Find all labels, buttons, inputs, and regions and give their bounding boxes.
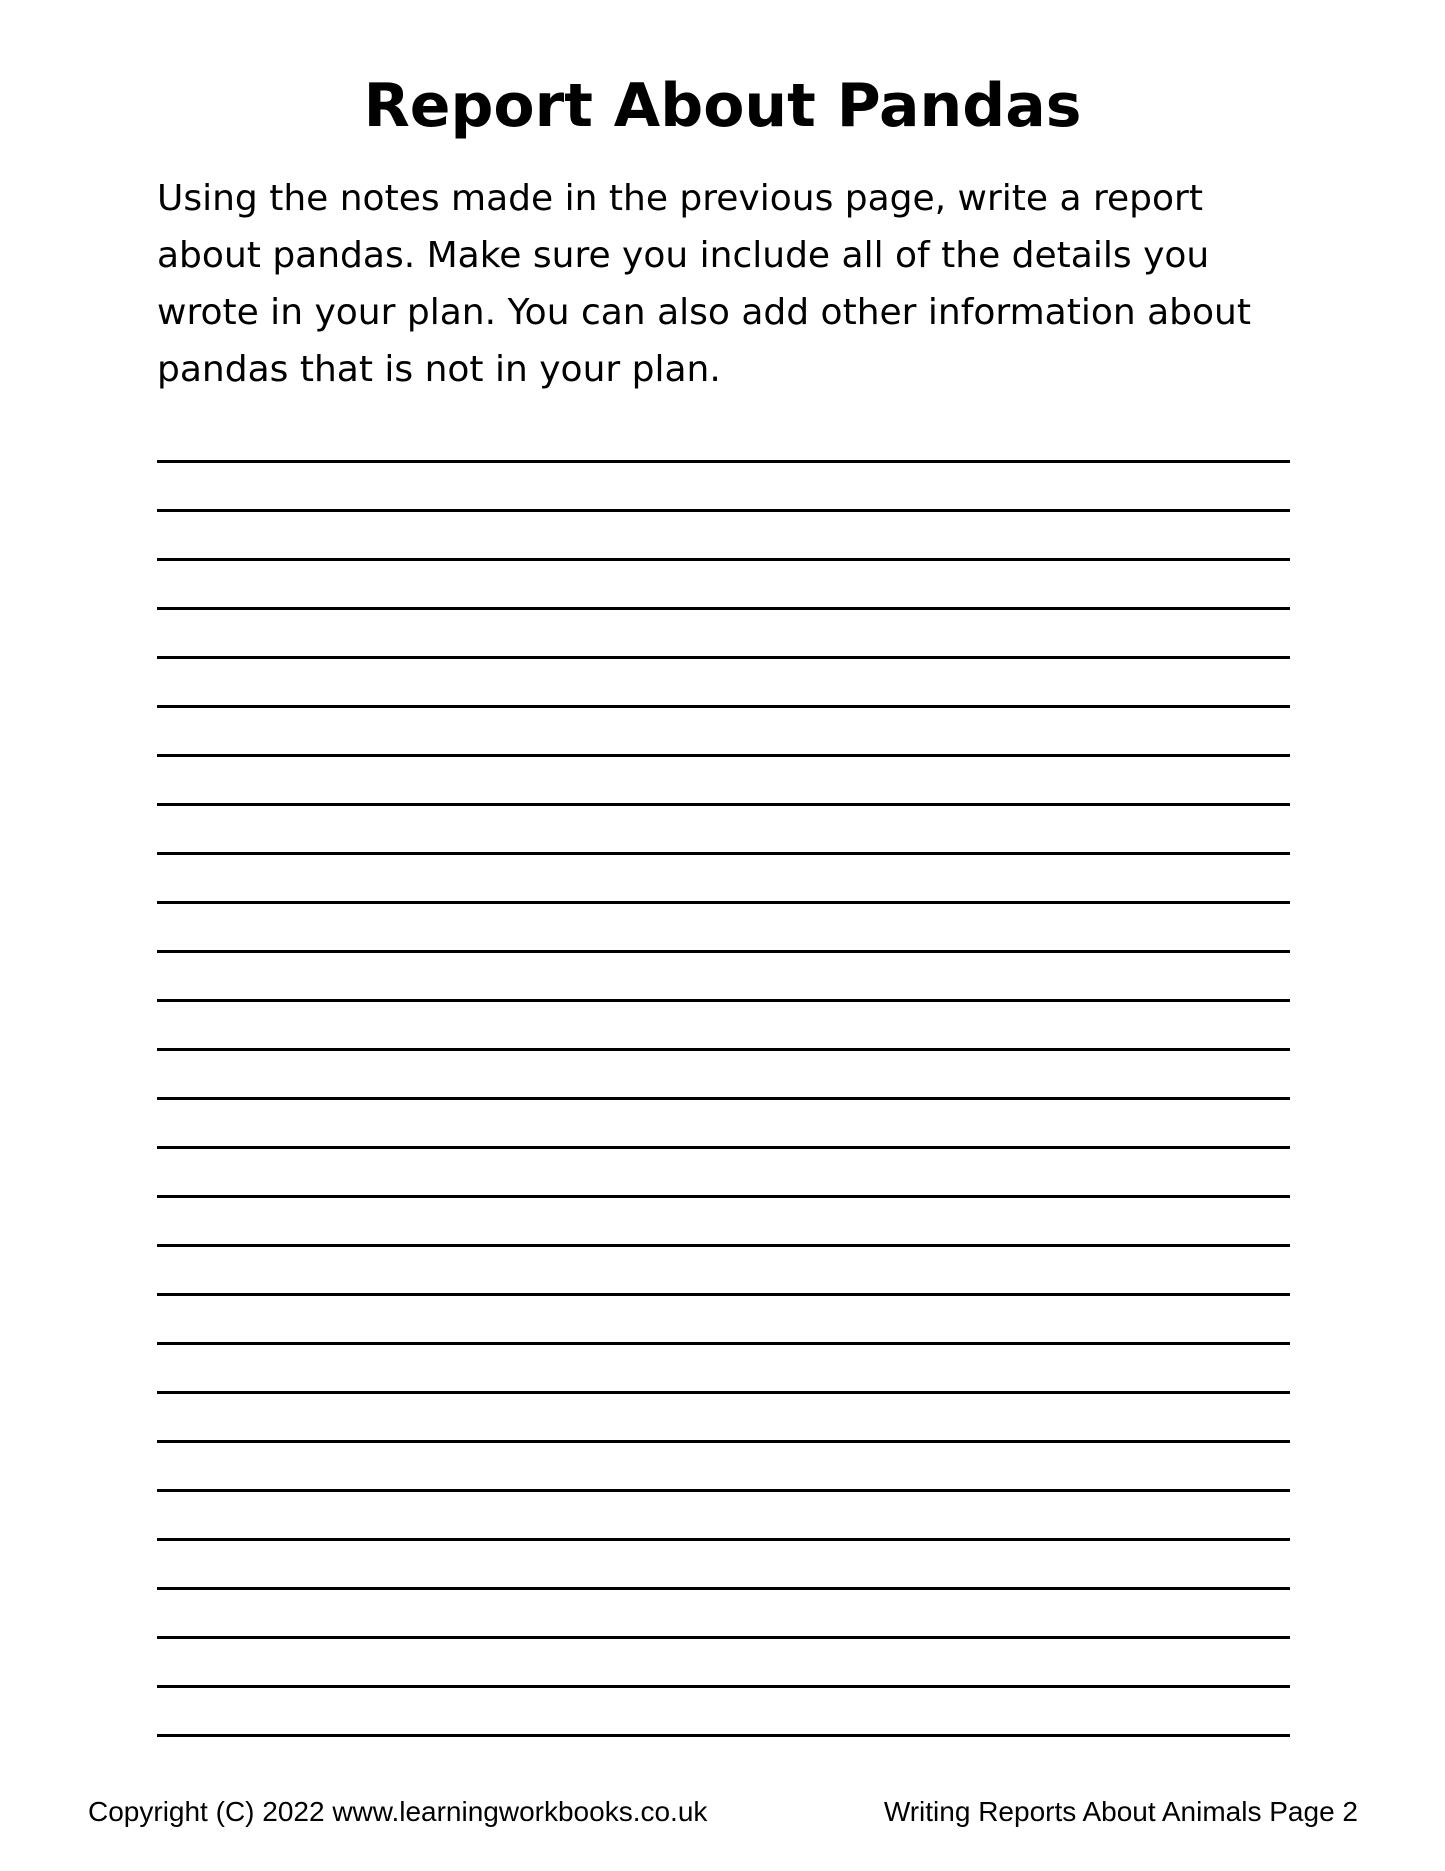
page-title: Report About Pandas (363, 71, 1082, 141)
writing-line[interactable] (157, 1734, 1290, 1737)
writing-line[interactable] (157, 1244, 1290, 1247)
footer-copyright: Copyright (C) 2022 www.learningworkbooks.co.uk (88, 1796, 708, 1827)
writing-line[interactable] (157, 1048, 1290, 1051)
writing-line[interactable] (157, 1489, 1290, 1492)
writing-line[interactable] (157, 754, 1290, 757)
writing-line[interactable] (157, 1293, 1290, 1296)
footer-page-label: Writing Reports About Animals Page 2 (883, 1796, 1358, 1827)
writing-line[interactable] (157, 1440, 1290, 1443)
writing-line[interactable] (157, 950, 1290, 953)
writing-line[interactable] (157, 1636, 1290, 1639)
writing-area[interactable] (157, 460, 1290, 1760)
writing-line[interactable] (157, 558, 1290, 561)
writing-line[interactable] (157, 607, 1290, 610)
writing-line[interactable] (157, 1538, 1290, 1541)
writing-line[interactable] (157, 999, 1290, 1002)
writing-line[interactable] (157, 509, 1290, 512)
writing-line[interactable] (157, 1195, 1290, 1198)
writing-line[interactable] (157, 1685, 1290, 1688)
writing-line[interactable] (157, 1587, 1290, 1590)
instructions-text: Using the notes made in the previous page, write a report about pandas. Make sure you include all of the details you wrote in your plan. You can also add other information about pandas that is not in your plan. (157, 178, 1251, 390)
writing-line[interactable] (157, 803, 1290, 806)
writing-line[interactable] (157, 852, 1290, 855)
writing-line[interactable] (157, 901, 1290, 904)
writing-line[interactable] (157, 656, 1290, 659)
writing-line[interactable] (157, 1391, 1290, 1394)
writing-line[interactable] (157, 1342, 1290, 1345)
writing-line[interactable] (157, 1146, 1290, 1149)
writing-line[interactable] (157, 705, 1290, 708)
writing-line[interactable] (157, 1097, 1290, 1100)
writing-line[interactable] (157, 460, 1290, 463)
